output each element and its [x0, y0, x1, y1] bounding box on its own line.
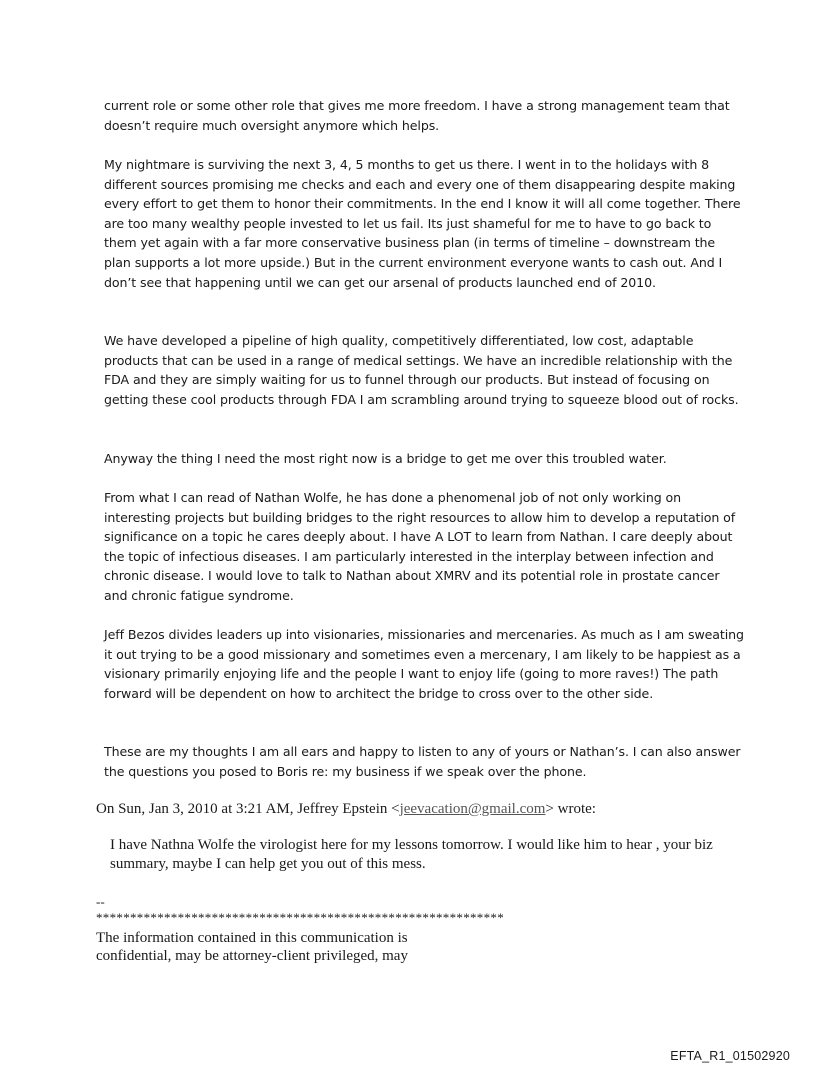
quote-header-prefix: On Sun, Jan 3, 2010 at 3:21 AM, Jeffrey Epstein <: [96, 801, 400, 817]
quote-header: [96, 800, 796, 819]
body-paragraph-6: Jeff Bezos divides leaders up into visionaries, missionaries and mercenaries. As much as I am sweating it out trying to be a good missionary and sometimes even a mercenary, I am likely to be happiest as a visionary primarily enjoying life and the people I want to enjoy life (going to more raves!) The path forward will be dependent on how to architect the bridge to cross over to the other side.: [104, 627, 744, 701]
body-paragraph-3: We have developed a pipeline of high quality, competitively differentiated, low cost, adaptable products that can be used in a range of medical settings. We have an incredible relationship with the FDA and they are simply waiting for us to funnel through our products. But instead of focusing on getting these cool products through FDA I am scrambling around trying to squeeze blood out of rocks.: [104, 333, 739, 407]
disclaimer-line-1: The information contained in this communication is: [96, 930, 408, 946]
body-paragraph-5: From what I can read of Nathan Wolfe, he has done a phenomenal job of not only working on interesting projects but building bridges to the right resources to allow him to develop a reputation of significance on a topic he cares deeply about. I have A LOT to learn from Nathan. I care deeply about the topic of infectious diseases. I am particularly interested in the interplay between infection and chronic disease. I would love to talk to Nathan about XMRV and its potential role in prostate cancer and chronic fatigue syndrome.: [104, 490, 736, 603]
quote-header-suffix: > wrote:: [545, 801, 596, 817]
body-paragraph-1: current role or some other role that gives me more freedom. I have a strong management team that doesn’t require much oversight anymore which helps.: [104, 98, 730, 133]
sender-email-link[interactable]: jeevacation@gmail.com: [399, 801, 546, 817]
signature-dash: --: [96, 894, 105, 909]
document-id: EFTA_R1_01502920: [670, 1049, 790, 1063]
asterisk-divider: ************************************************************: [96, 910, 504, 925]
disclaimer-line-2: confidential, may be attorney-client privileged, may: [96, 948, 408, 964]
body-paragraph-7: These are my thoughts I am all ears and happy to listen to any of yours or Nathan’s. I can also answer the questions you posed to Boris re: my business if we speak over the phone.: [104, 744, 741, 779]
quoted-message: I have Nathna Wolfe the virologist here for my lessons tomorrow. I would like him to hear , your biz summary, maybe I can help get you out of this mess.: [110, 837, 713, 872]
body-paragraph-4: Anyway the thing I need the most right now is a bridge to get me over this troubled water.: [104, 451, 667, 466]
body-paragraph-2: My nightmare is surviving the next 3, 4, 5 months to get us there. I went in to the holidays with 8 different sources promising me checks and each and every one of them disappearing despite making every effort to get them to honor their commitments. In the end I know it will all come together. There are too many wealthy people invested to let us fail. Its just shameful for me to have to go back to them yet again with a far more conservative business plan (in terms of timeline – downstream the plan supports a lot more upside.) But in the current environment everyone wants to cash out. And I don’t see that happening until we can get our arsenal of products launched end of 2010.: [104, 157, 741, 290]
